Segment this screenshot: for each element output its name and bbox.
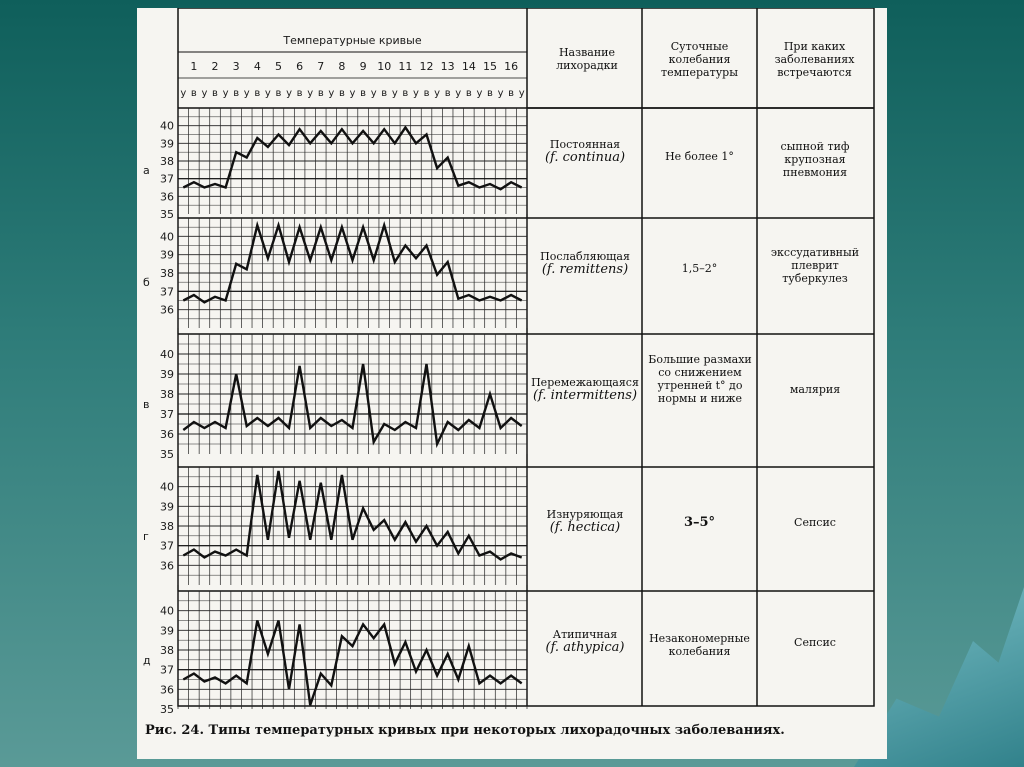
y-tick-label: 38 [160, 267, 174, 280]
row-v-disease: малярия [789, 383, 841, 396]
y-tick-label: 39 [160, 624, 174, 638]
x-period-label: у [476, 88, 483, 99]
row-b-range: 1,5–2° [681, 262, 718, 275]
header-daily: Суточные колебания температуры [661, 40, 738, 79]
y-tick-label: 35 [160, 448, 174, 461]
x-period-label: у [518, 88, 525, 99]
x-period-label: у [455, 88, 462, 99]
y-tick-label: 40 [160, 348, 174, 361]
x-period-label: у [180, 88, 187, 99]
y-tick-label: 36 [160, 683, 174, 697]
table-frame [178, 8, 874, 706]
y-tick-label: 38 [160, 388, 174, 401]
x-day-label: 10 [377, 60, 392, 73]
y-tick-label: 37 [160, 663, 174, 677]
x-period-label: в [338, 88, 345, 99]
x-day-label: 12 [419, 60, 434, 73]
x-day-label: 7 [317, 60, 325, 73]
y-tick-label: 40 [160, 119, 174, 133]
x-day-label: 13 [440, 60, 455, 73]
x-period-label: в [190, 88, 197, 99]
row-g-range: 3–5° [683, 515, 716, 530]
y-tick-label: 37 [160, 285, 174, 299]
x-period-label: в [233, 88, 240, 99]
row-b-disease: экссудативный плеврит туберкулез [770, 246, 860, 285]
x-period-label: в [402, 88, 409, 99]
y-tick-label: 39 [160, 368, 174, 381]
x-period-label: у [264, 88, 271, 99]
x-period-label: в [487, 88, 493, 99]
x-period-label: в [296, 88, 303, 99]
x-period-label: у [349, 88, 356, 99]
row-d-disease: Сепсис [794, 636, 836, 649]
y-tick-label: 38 [160, 520, 174, 533]
temperature-curve-а [183, 127, 521, 189]
x-period-label: у [222, 88, 229, 99]
y-tick-label: 39 [160, 500, 174, 514]
row-d-name: Атипичная (f. athypica) [545, 628, 625, 655]
y-tick-label: 38 [160, 644, 174, 657]
x-day-label: 1 [190, 60, 198, 73]
x-day-label: 6 [296, 60, 304, 73]
y-tick-label: 40 [160, 604, 174, 618]
x-day-label: 3 [232, 60, 240, 73]
series-label: а [143, 163, 150, 177]
x-period-label: в [360, 88, 367, 99]
x-period-label: у [497, 88, 504, 99]
x-period-label: в [423, 88, 430, 99]
y-tick-label: 36 [160, 303, 174, 317]
x-day-label: 14 [461, 60, 476, 73]
x-day-label: 8 [338, 60, 346, 73]
x-period-label: в [465, 88, 472, 99]
y-tick-label: 36 [160, 190, 174, 204]
fever-curves-chart [137, 8, 887, 718]
series-label: б [143, 276, 150, 290]
y-tick-label: 39 [160, 248, 174, 262]
x-period-label: у [370, 88, 377, 99]
y-tick-label: 40 [160, 480, 174, 494]
y-tick-label: 37 [160, 539, 174, 553]
temperature-curve-д [183, 621, 521, 706]
x-period-label: в [254, 88, 261, 99]
row-g-disease: Сепсис [794, 516, 836, 529]
y-tick-label: 39 [160, 137, 174, 151]
y-tick-label: 35 [160, 703, 174, 716]
y-tick-label: 35 [160, 208, 174, 221]
x-period-label: у [201, 88, 208, 99]
y-tick-label: 37 [160, 408, 174, 421]
series-label: в [143, 398, 150, 411]
row-v-range: Большие размахи со снижением утренней t° до нормы и ниже [648, 353, 752, 405]
row-a-name: Постоянная (f. continua) [544, 138, 626, 165]
x-period-label: в [444, 88, 451, 99]
series-label: д [143, 653, 151, 667]
header-name: Название лихорадки [556, 46, 618, 72]
x-day-label: 16 [504, 60, 519, 73]
row-d-range: Незакономерные колебания [649, 632, 750, 658]
x-period-label: в [508, 88, 515, 99]
row-v-name: Перемежающаяся (f. intermittens) [531, 376, 639, 403]
row-a-range: Не более 1° [665, 150, 734, 163]
x-period-label: у [243, 88, 250, 99]
y-tick-label: 36 [160, 559, 174, 573]
x-period-label: в [317, 88, 324, 99]
x-period-label: у [286, 88, 293, 99]
y-tick-label: 40 [160, 230, 174, 244]
row-a-disease: сыпной тиф крупозная пневмония [780, 140, 850, 179]
x-period-label: у [391, 88, 398, 99]
x-period-label: у [434, 88, 441, 99]
x-period-label: у [307, 88, 314, 99]
series-label: г [143, 529, 149, 543]
y-tick-label: 38 [160, 155, 174, 168]
x-period-label: у [412, 88, 419, 99]
x-period-label: в [275, 88, 282, 99]
header-diseases: При каких заболеваниях встречаются [774, 40, 855, 79]
x-day-label: 4 [253, 60, 261, 73]
x-day-label: 9 [359, 60, 367, 73]
x-day-label: 11 [398, 60, 413, 73]
x-day-label: 5 [274, 60, 282, 73]
x-period-label: у [328, 88, 335, 99]
chart-title: Температурные кривые [283, 34, 422, 47]
row-g-name: Изнуряющая (f. hectica) [546, 508, 624, 535]
x-day-label: 15 [482, 60, 497, 73]
y-tick-label: 37 [160, 172, 174, 186]
figure-caption: Рис. 24. Типы температурных кривых при некоторых лихорадочных заболеваниях. [145, 723, 785, 738]
figure-sheet [137, 8, 887, 759]
y-tick-label: 36 [160, 428, 174, 441]
x-period-label: в [212, 88, 218, 99]
x-period-label: в [381, 88, 388, 99]
row-b-name: Послабляющая (f. remittens) [540, 250, 630, 277]
x-day-label: 2 [211, 60, 219, 73]
